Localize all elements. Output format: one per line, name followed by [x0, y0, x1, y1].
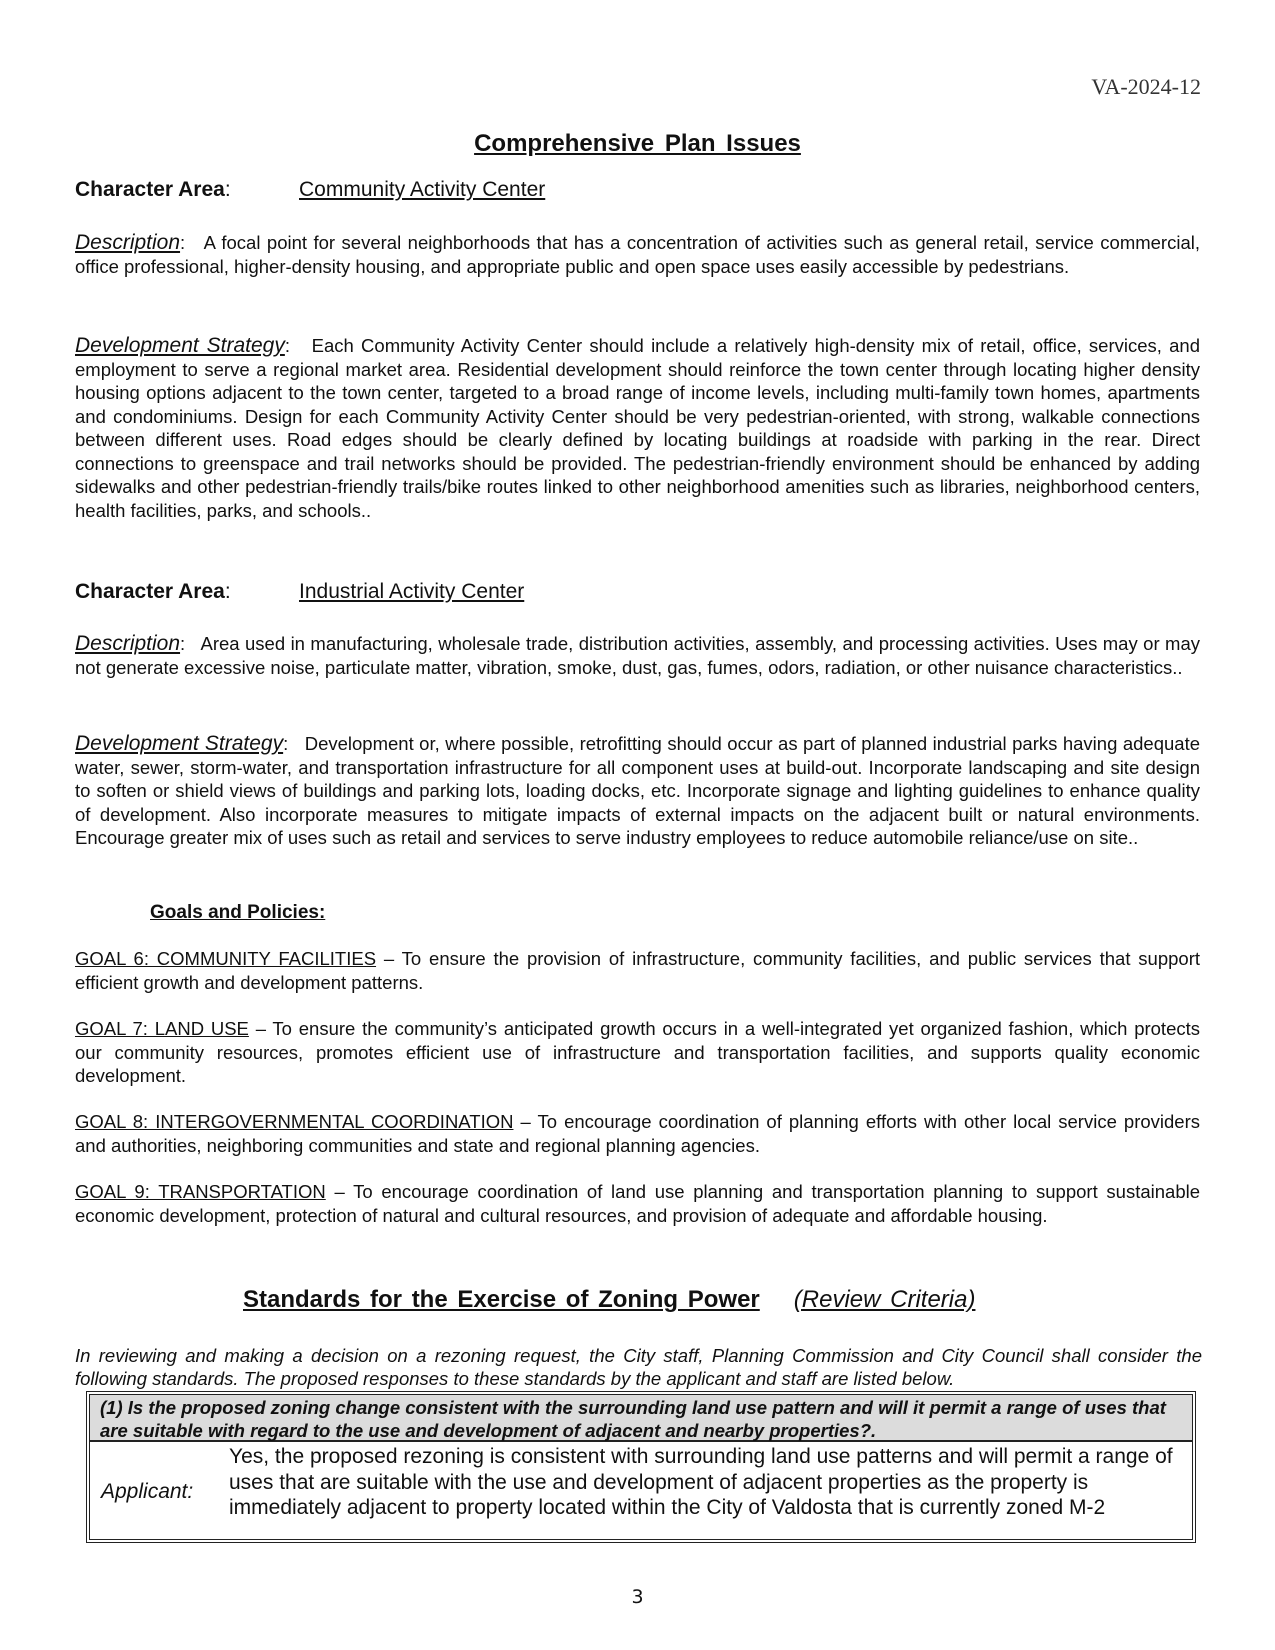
description-label: Description	[75, 632, 181, 655]
criterion-response-row	[90, 1444, 1192, 1539]
character-area-heading: Character Area: Community Activity Center	[75, 178, 546, 201]
goal-item	[75, 1180, 1200, 1227]
description-text: A focal point for several neighborhoods that has a concentration of activities such as general retail, service commercial, office professional, higher-density housing, and appropriate public and open space uses easily accessible by pedestrians.	[75, 232, 1200, 277]
character-area-heading: Character Area: Industrial Activity Center	[75, 580, 525, 603]
strategy-label: Development Strategy	[75, 334, 285, 357]
respondent-label: Applicant:	[101, 1480, 194, 1503]
standards-title-text: Standards for the Exercise of Zoning Power	[243, 1286, 760, 1313]
area-strategy: Development Strategy: Development or, where possible, retrofitting should occur as part of planned industrial parks having adequate water, sewer, storm-water, and transportation infrastructure for all component uses at build-out. Incorporate landscaping and site design to soften or shield views of buildings and parking lots, loading docks, etc. Incorporate signage and lighting guidelines to enhance quality of development. Also incorporate measures to mitigate impacts of external impacts on the adjacent built or natural environments. Encourage greater mix of uses such as retail and services to serve industry employees to reduce automobile reliance/use on site..	[75, 732, 1201, 848]
goal-item	[75, 1110, 1200, 1157]
strategy-text: Each Community Activity Center should include a relatively high-density mix of retail, office, services, and employment to serve a regional market area. Residential development should reinforce the town center through locating higher density housing options adjacent to the town center, targeted to a broad range of income levels, including multi-family town homes, apartments and condominiums. Design for each Community Activity Center should be very pedestrian-oriented, with strong, walkable connections between different uses. Road edges should be clearly defined by locating buildings at roadside with parking in the rear. Direct connections to greenspace and trail networks should be provided. The pedestrian-friendly environment should be enhanced by adding sidewalks and other pedestrian-friendly trails/bike routes linked to other neighborhood amenities such as libraries, neighborhood centers, health facilities, parks, and schools..	[75, 335, 1201, 521]
criteria-table	[86, 1391, 1196, 1543]
description-text: Area used in manufacturing, wholesale trade, distribution activities, assembly, and processing activities. Uses may or may not generate excessive noise, particulate matter, vibration, smoke, dust, gas, fumes, odors, radiation, or other nuisance characteristics..	[75, 633, 1201, 678]
strategy-label: Development Strategy	[75, 732, 284, 755]
response-text: Yes, the proposed rezoning is consistent with surrounding land use patterns and will permit a range of uses that are suitable with the use and development of adjacent properties as the property is immediately adjacent to property located within the City of Valdosta that is currently zoned M-2	[229, 1445, 1173, 1519]
goal-name: GOAL 9: TRANSPORTATION	[75, 1181, 326, 1202]
goal-item	[75, 947, 1200, 994]
goal-text: – To ensure the provision of infrastructure, community facilities, and public services that support efficient growth and development patterns.	[75, 948, 1200, 993]
goals-heading: Goals and Policies:	[150, 902, 326, 923]
area-description: Description: Area used in manufacturing, wholesale trade, distribution activities, assembly, and processing activities. Uses may or may not generate excessive noise, particulate matter, vibration, smoke, dust, gas, fumes, odors, radiation, or other nuisance characteristics..	[75, 632, 1201, 678]
case-number: VA-2024-12	[1091, 74, 1201, 99]
standards-subtitle: (Review Criteria)	[793, 1286, 976, 1313]
standards-intro: In reviewing and making a decision on a rezoning request, the City staff, Planning Commission and City Council shall consider the following standards. The proposed responses to these standards by the applicant and staff are listed below.	[75, 1345, 1202, 1389]
page-title: Comprehensive Plan Issues	[474, 130, 801, 157]
area-description: Description: A focal point for several neighborhoods that has a concentration of activities such as general retail, service commercial, office professional, higher-density housing, and appropriate public and open space uses easily accessible by pedestrians.	[75, 231, 1200, 277]
goal-name: GOAL 7: LAND USE	[75, 1018, 249, 1039]
standards-title	[243, 1286, 975, 1314]
criterion-question: (1) Is the proposed zoning change consistent with the surrounding land use pattern and will it permit a range of uses that are suitable with regard to the use and development of adjacent and nearby properties?.	[90, 1395, 1192, 1442]
goal-item	[75, 1017, 1200, 1088]
character-area-label: Character Area	[75, 178, 225, 201]
area-strategy: Development Strategy: Each Community Activity Center should include a relatively high-density mix of retail, office, services, and employment to serve a regional market area. Residential development should reinforce the town center through locating higher density housing options adjacent to the town center, targeted to a broad range of income levels, including multi-family town homes, apartments and condominiums. Design for each Community Activity Center should be very pedestrian-oriented, with strong, walkable connections between different uses. Road edges should be clearly defined by locating buildings at roadside with parking in the rear. Direct connections to greenspace and trail networks should be provided. The pedestrian-friendly environment should be enhanced by adding sidewalks and other pedestrian-friendly trails/bike routes linked to other neighborhood amenities such as libraries, neighborhood centers, health facilities, parks, and schools..	[75, 334, 1201, 521]
goal-name: GOAL 8: INTERGOVERNMENTAL COORDINATION	[75, 1111, 514, 1132]
character-area-name: Industrial Activity Center	[299, 580, 525, 603]
page-number: 3	[631, 1586, 644, 1608]
description-label: Description	[75, 231, 181, 254]
criteria-table-inner	[89, 1394, 1193, 1540]
goal-text: – To ensure the community’s anticipated growth occurs in a well-integrated yet organized fashion, which protects our community resources, promotes efficient use of infrastructure and transportation facilities, and supports quality economic development.	[75, 1018, 1201, 1086]
goal-text: – To encourage coordination of land use planning and transportation planning to support sustainable economic development, protection of natural and cultural resources, and provision of adequate and affordable housing.	[75, 1181, 1201, 1226]
character-area-label: Character Area	[75, 580, 225, 603]
character-area-name: Community Activity Center	[299, 178, 546, 201]
strategy-text: Development or, where possible, retrofitting should occur as part of planned industrial parks having adequate water, sewer, storm-water, and transportation infrastructure for all component uses at build-out. Incorporate landscaping and site design to soften or shield views of buildings and parking lots, loading docks, etc. Incorporate signage and lighting guidelines to enhance quality of development. Also incorporate measures to mitigate impacts of external impacts on the adjacent built or natural environments. Encourage greater mix of uses such as retail and services to serve industry employees to reduce automobile reliance/use on site..	[75, 733, 1201, 848]
goal-name: GOAL 6: COMMUNITY FACILITIES	[75, 948, 377, 969]
goal-text: – To encourage coordination of planning efforts with other local service providers and authorities, neighboring communities and state and regional planning agencies.	[75, 1111, 1200, 1156]
